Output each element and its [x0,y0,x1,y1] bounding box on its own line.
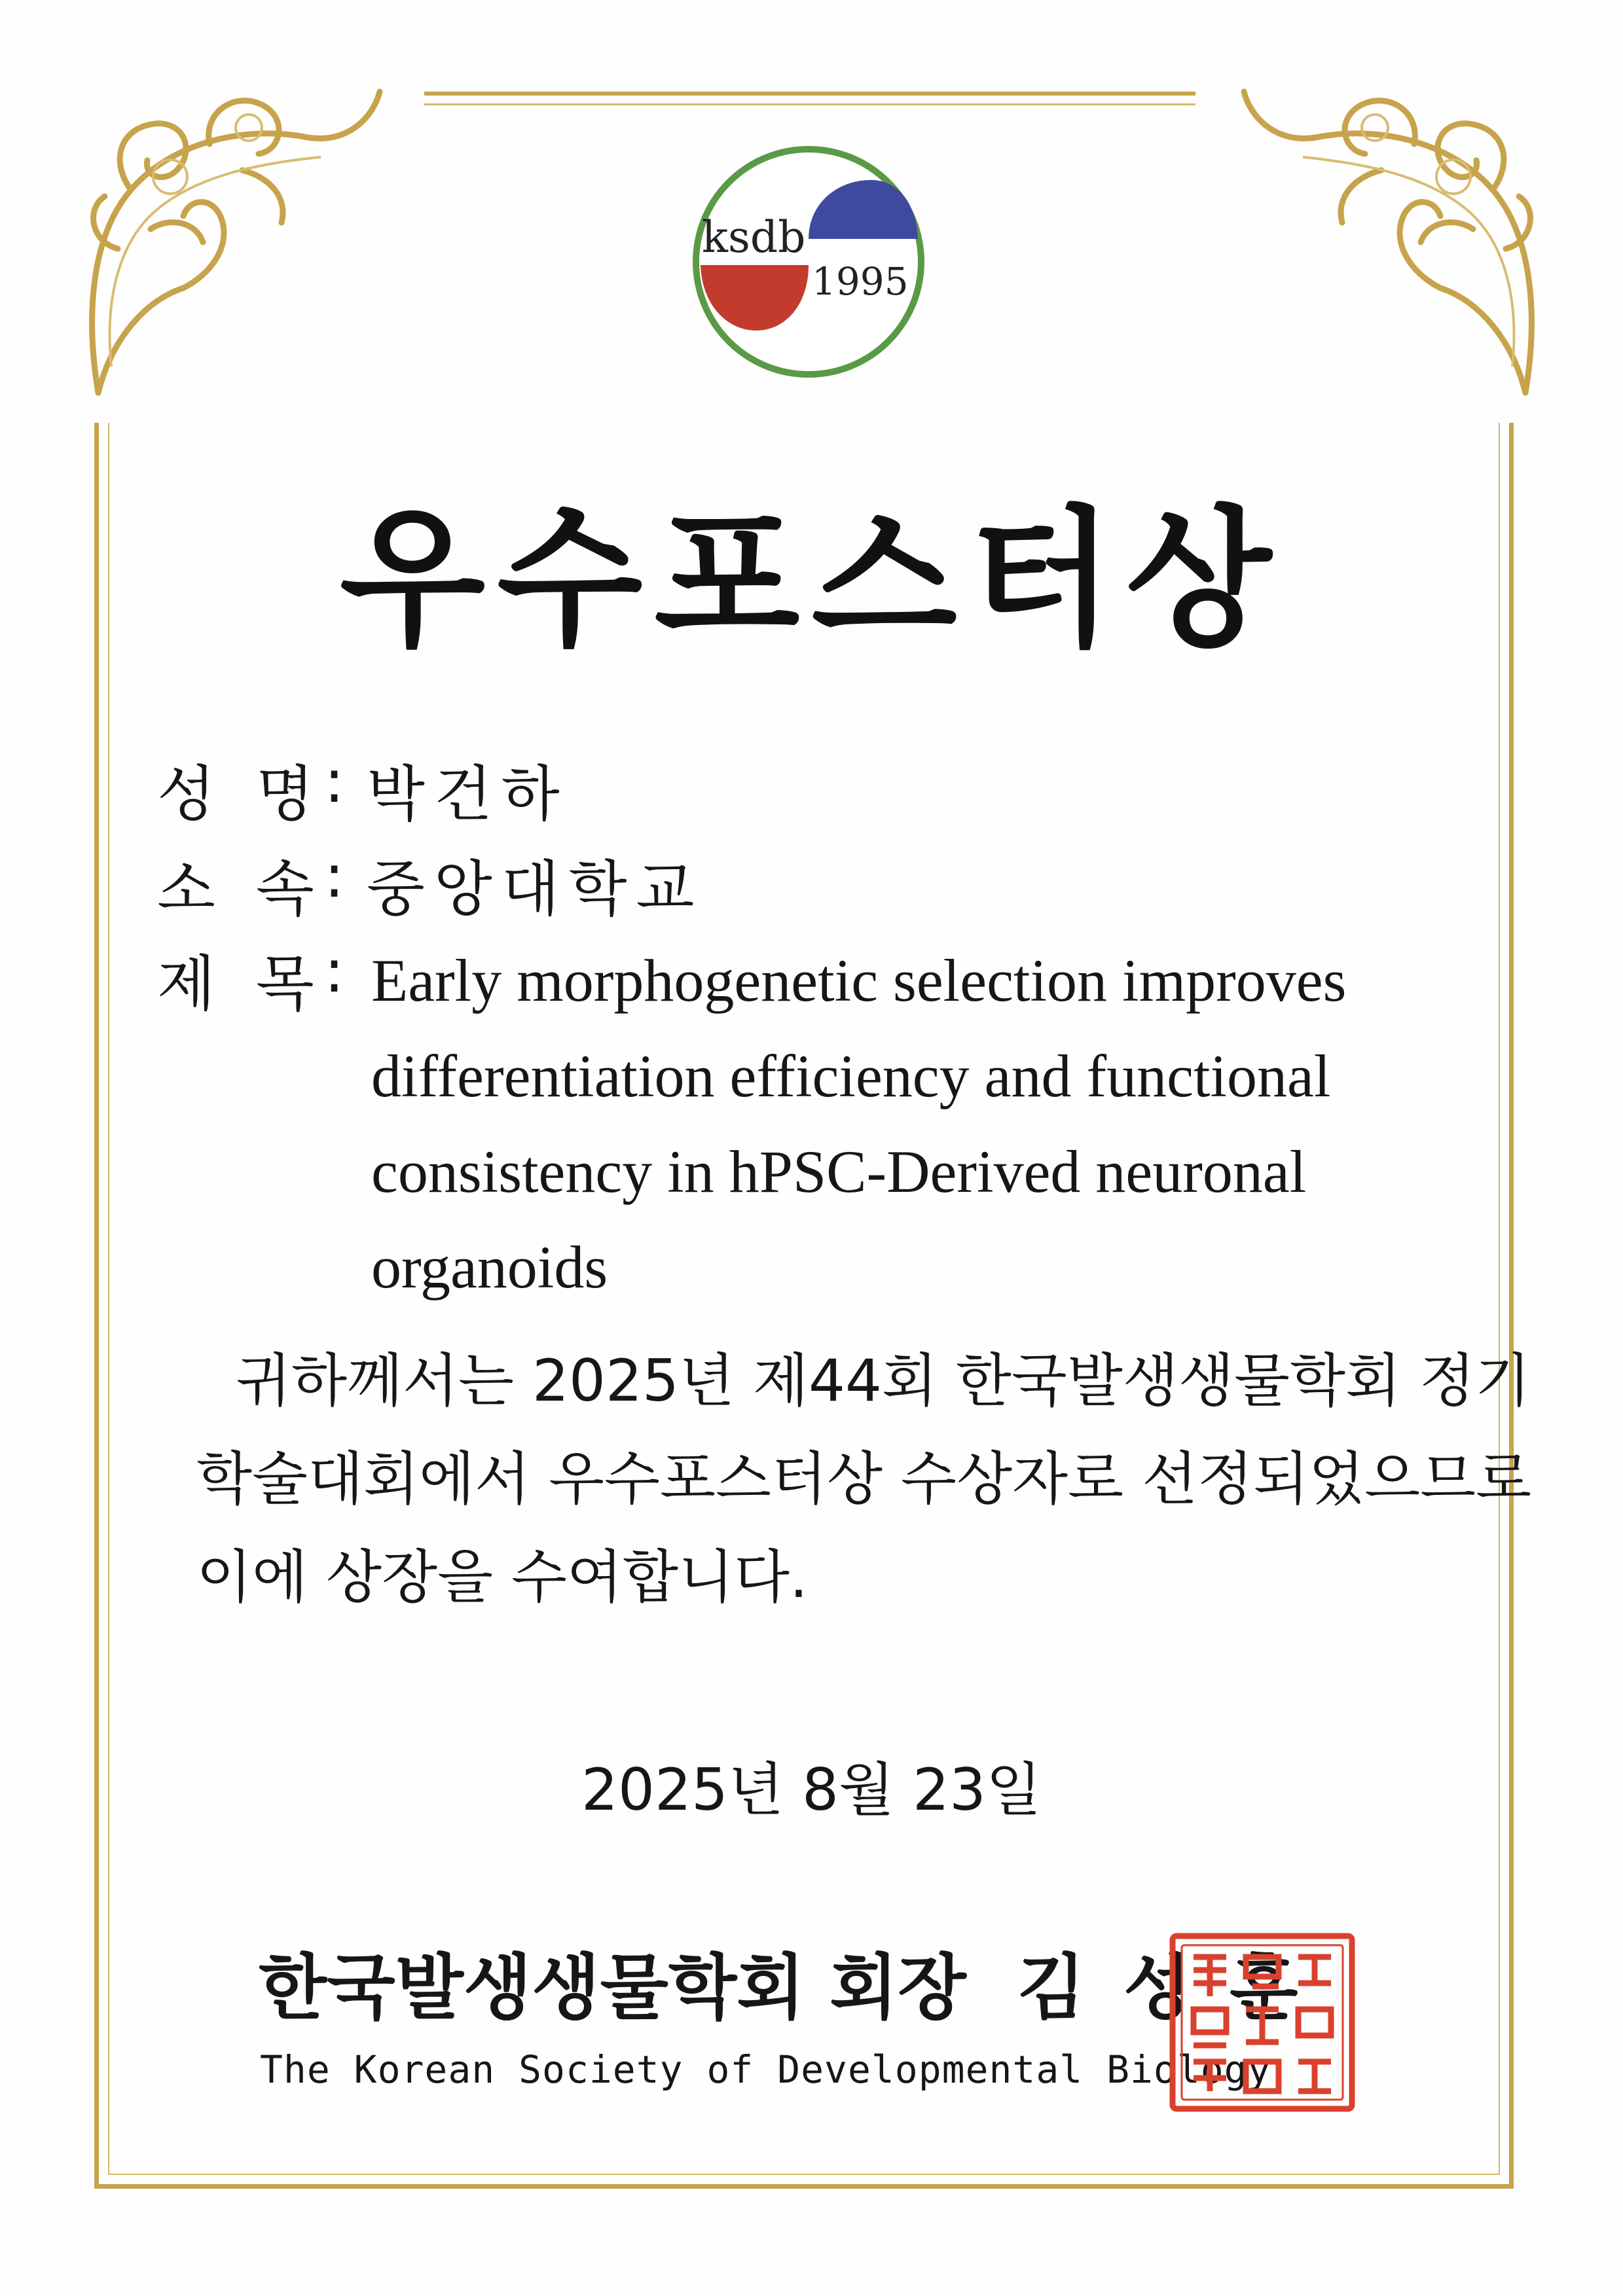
poster-title-line: Early morphogenetic selection improves [371,947,1347,1014]
label-char: 소 [157,854,215,924]
top-border-line [424,92,1195,96]
poster-title-line: differentiation efficiency and functional [371,1043,1331,1109]
top-border-line-inner [424,103,1195,105]
label-char: 명 [255,759,314,829]
ksdb-logo [687,141,930,383]
recipient-affiliation: 중앙대학교 [367,854,704,924]
statement-line: 학술대회에서 우수포스터상 수상자로 선정되었으므로 [196,1445,1532,1513]
field-colon: : [324,936,344,1006]
logo-year: 1995 [812,259,909,304]
field-affiliation-label [157,841,327,927]
logo-text: ksdb [702,212,806,262]
award-date: 2025년 8월 23일 [581,1756,1042,1823]
field-affiliation [157,841,704,927]
recipient-name: 박건하 [367,759,569,829]
field-colon: : [324,841,344,911]
society-name-en: The Korean Society of Developmental Biology [260,2047,1271,2092]
corner-ornament-left [72,65,412,406]
poster-title-line: consistency in hPSC-Derived neuronal [371,1138,1307,1205]
president-name: 김성훈 [1017,1947,1336,2029]
label-char: 성 [157,759,215,829]
society-name-ko: 한국발생생물학회 회장 [259,1947,966,2029]
label-char: 속 [255,854,314,924]
label-char: 목 [255,949,314,1019]
statement-line: 이에 상장을 수여합니다. [196,1543,808,1611]
corner-ornament-right [1211,65,1552,406]
statement-line: 귀하께서는 2025년 제44회 한국발생생물학회 정기 [236,1347,1531,1414]
field-topic [157,936,344,1022]
award-statement [196,1332,1532,1626]
field-colon: : [324,746,344,816]
field-name-label [157,746,327,833]
label-char: 제 [157,949,215,1019]
official-seal-icon [1167,1931,1357,2114]
poster-title [371,933,1419,1315]
field-topic-label [157,936,327,1022]
field-name [157,746,569,833]
certificate-title: 우수포스터상 [339,493,1284,668]
poster-title-line: organoids [371,1234,608,1300]
